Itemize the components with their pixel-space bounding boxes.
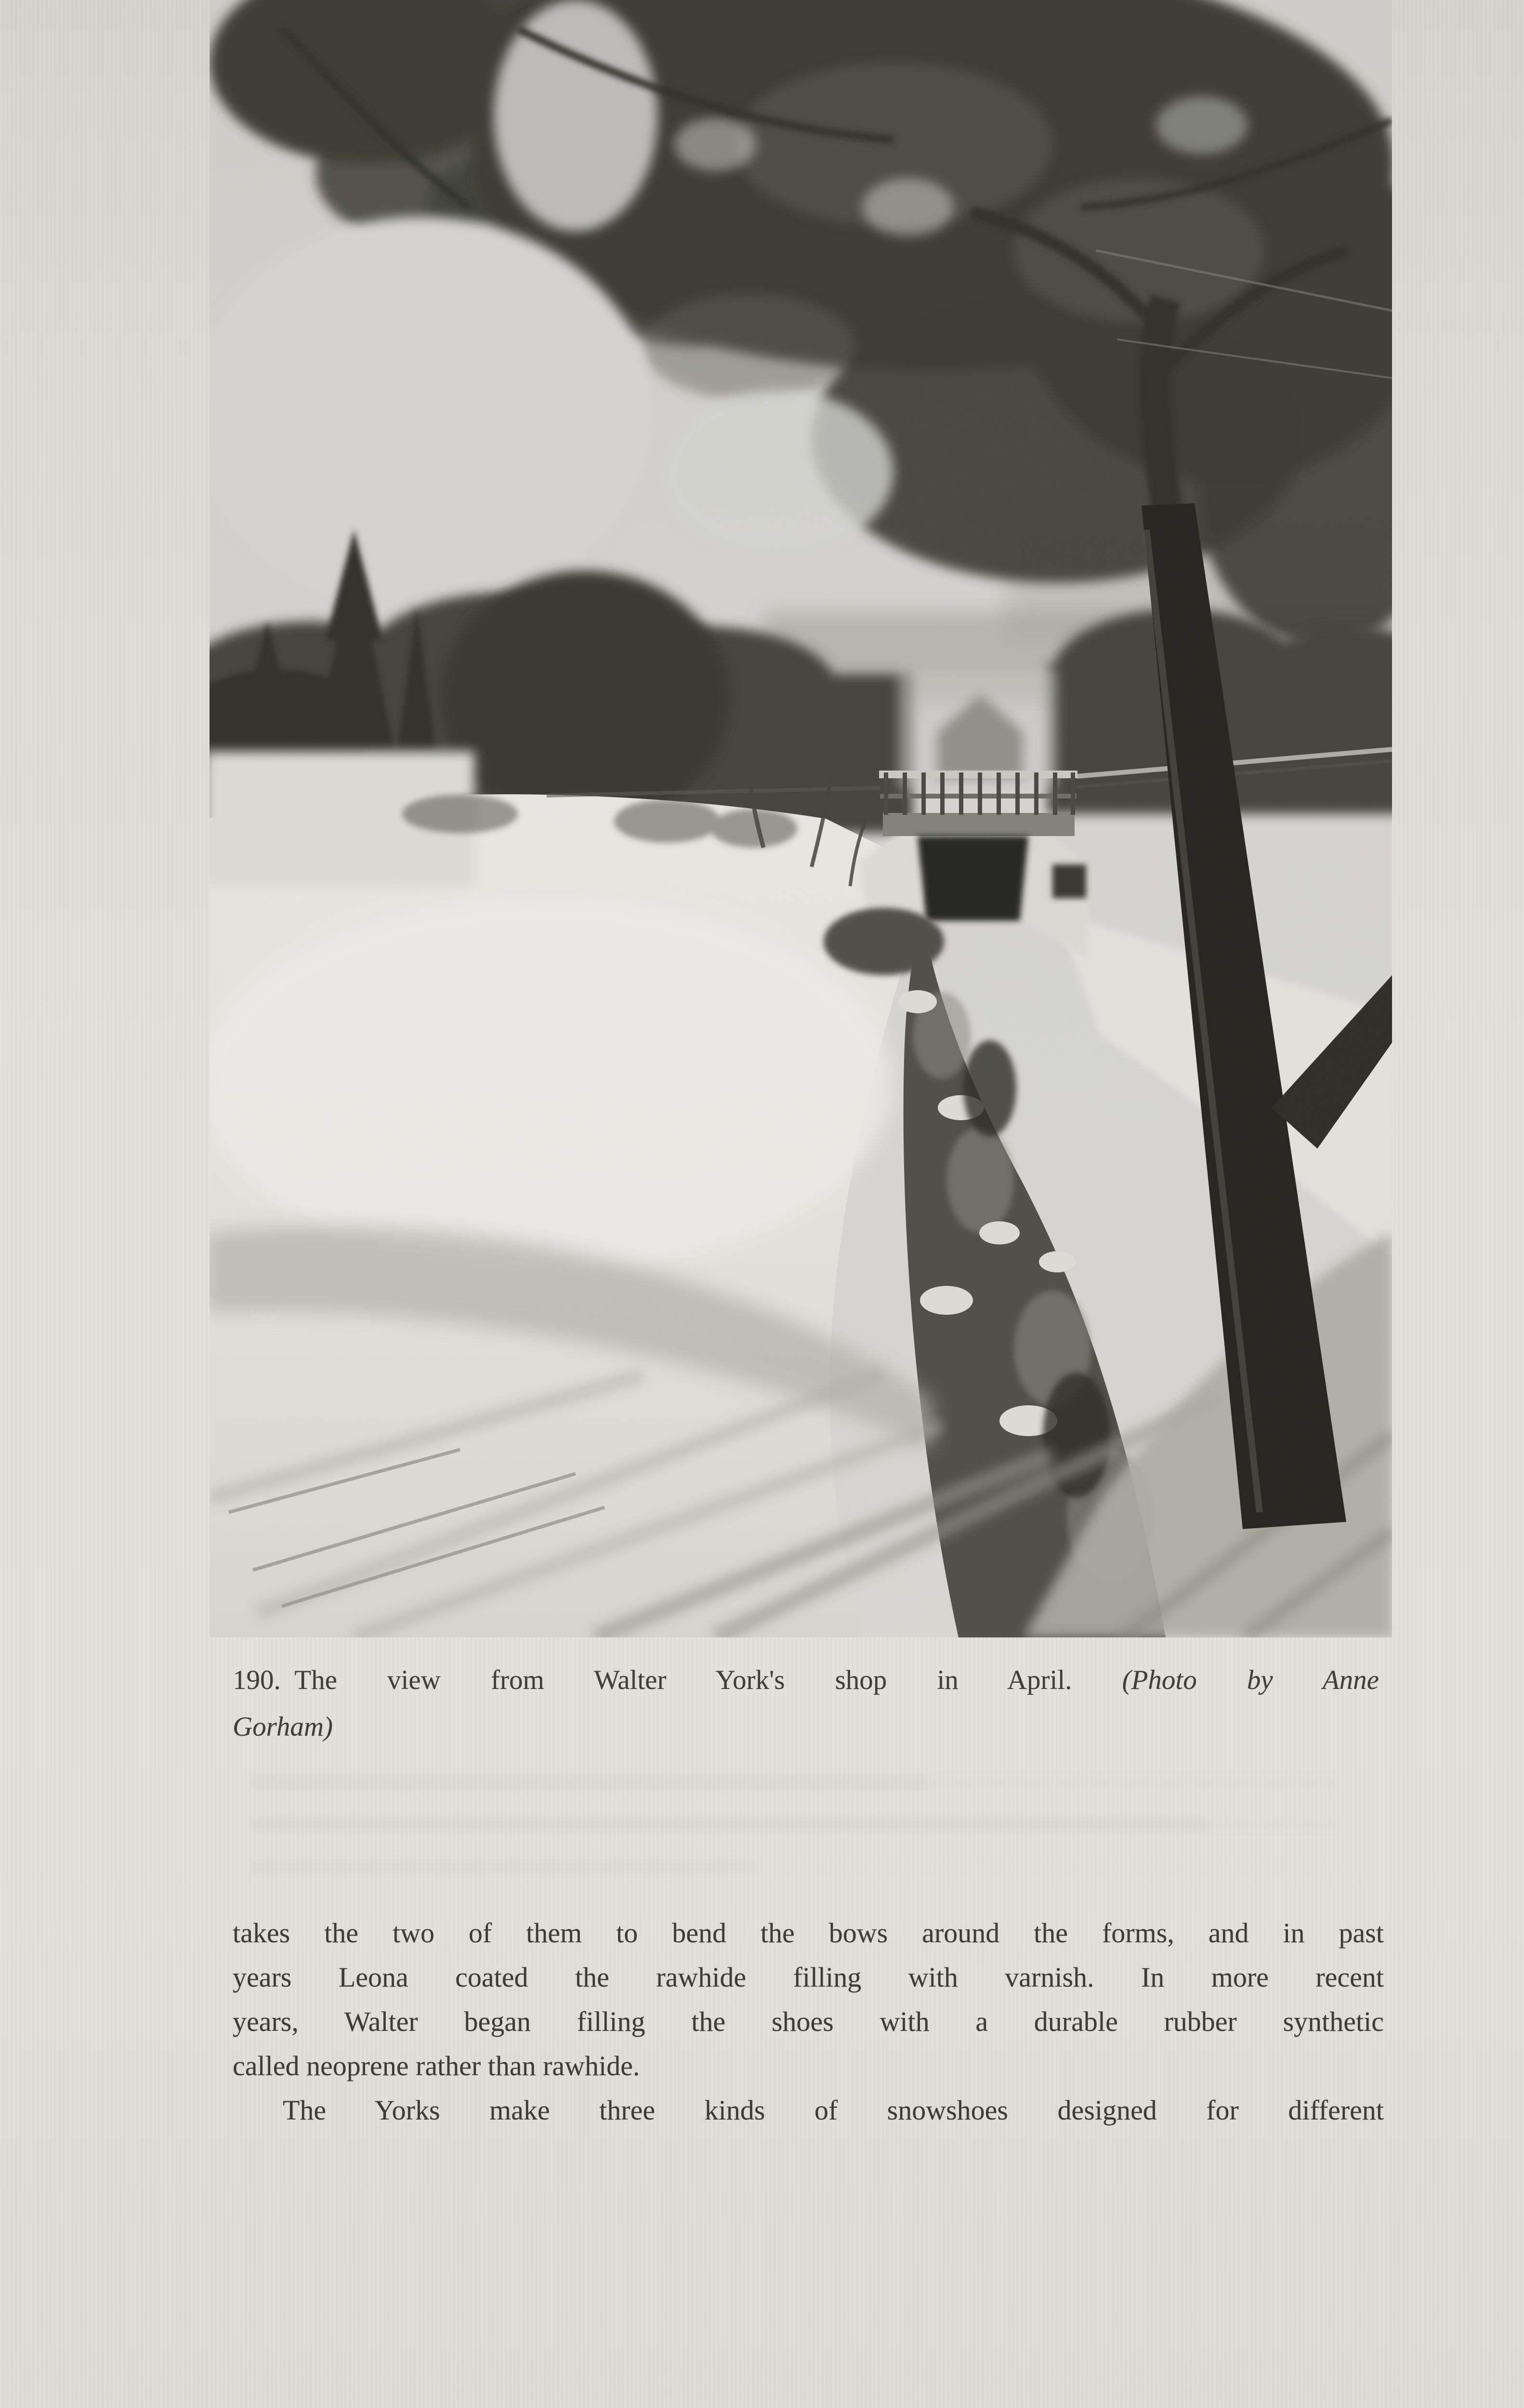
snow-scene-photograph xyxy=(210,0,1392,1637)
caption-line-2: Gorham) xyxy=(233,1712,333,1742)
body-line: years Leona coated the rawhide filling with varnish. In more recent xyxy=(233,1962,1384,1993)
paragraph-2 xyxy=(233,2088,1384,2133)
caption-line-1: 190. The view from Walter York's shop in April. (Photo by Anne xyxy=(233,1665,1379,1695)
snow-scene-art xyxy=(210,0,1392,1637)
body-line: The Yorks make three kinds of snowshoes designed for different xyxy=(283,2094,1384,2126)
body-line: years, Walter began filling the shoes with a durable rubber synthetic xyxy=(233,2006,1384,2037)
body-line: called neoprene rather than rawhide. xyxy=(233,2050,640,2081)
paragraph-1 xyxy=(233,1911,1384,2088)
figure-caption xyxy=(233,1657,1379,1750)
photo-grain xyxy=(210,0,1392,1637)
body-line: takes the two of them to bend the bows around the forms, and in past xyxy=(233,1917,1384,1949)
body-text xyxy=(233,1911,1384,2133)
show-through-ghost-text xyxy=(250,1765,1339,1885)
